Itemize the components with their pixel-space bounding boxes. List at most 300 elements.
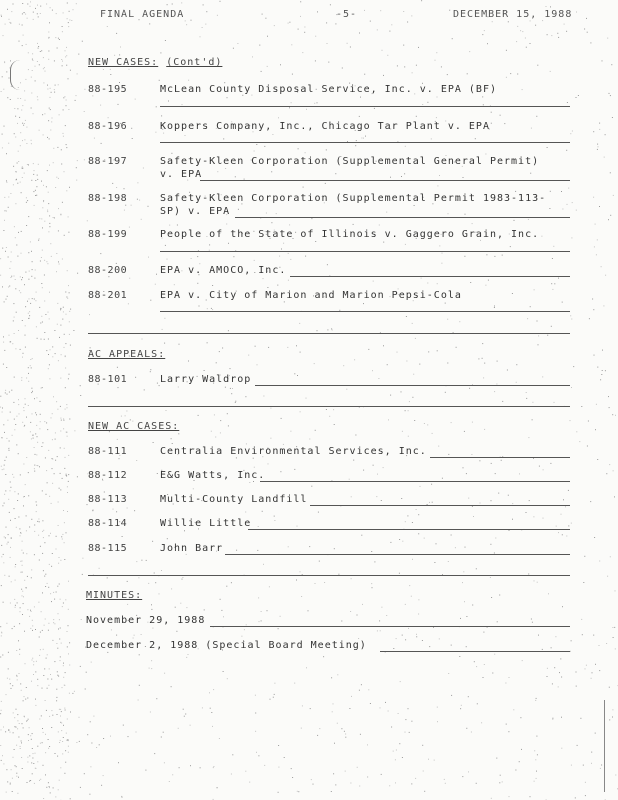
noise-speck: [76, 3, 77, 4]
noise-speck: [37, 5, 38, 6]
noise-speck: [63, 418, 64, 419]
noise-speck: [603, 305, 604, 306]
noise-speck: [32, 658, 33, 659]
noise-speck: [9, 22, 10, 23]
noise-speck: [278, 767, 279, 768]
noise-speck: [47, 211, 48, 212]
noise-speck: [587, 32, 588, 33]
noise-speck: [212, 285, 213, 286]
noise-speck: [498, 493, 499, 494]
noise-speck: [30, 365, 31, 366]
noise-speck: [537, 582, 538, 583]
noise-speck: [48, 748, 49, 749]
noise-speck: [63, 737, 64, 738]
noise-speck: [13, 166, 14, 167]
noise-speck: [601, 266, 602, 267]
noise-speck: [66, 47, 67, 48]
noise-speck: [31, 519, 32, 520]
noise-speck: [38, 46, 39, 47]
noise-speck: [56, 592, 57, 593]
noise-speck: [593, 131, 594, 132]
noise-speck: [76, 742, 77, 743]
noise-speck: [94, 138, 95, 139]
noise-speck: [17, 676, 18, 677]
noise-speck: [52, 468, 53, 469]
noise-speck: [304, 32, 305, 33]
noise-speck: [599, 645, 600, 646]
noise-speck: [223, 138, 224, 139]
noise-speck: [41, 715, 42, 716]
noise-speck: [488, 280, 489, 281]
noise-speck: [332, 330, 333, 331]
noise-speck: [19, 673, 20, 674]
noise-speck: [15, 566, 16, 567]
noise-speck: [13, 712, 14, 713]
noise-speck: [610, 556, 611, 557]
noise-speck: [305, 152, 306, 153]
noise-speck: [4, 503, 5, 504]
noise-speck: [91, 662, 92, 663]
noise-speck: [481, 722, 482, 723]
noise-speck: [615, 590, 616, 591]
noise-speck: [8, 207, 9, 208]
noise-speck: [570, 315, 571, 316]
noise-speck: [41, 218, 42, 219]
noise-speck: [536, 116, 537, 117]
noise-speck: [22, 723, 23, 724]
noise-speck: [75, 100, 76, 101]
noise-speck: [547, 676, 548, 677]
noise-speck: [552, 289, 553, 290]
noise-speck: [63, 12, 64, 13]
noise-speck: [38, 240, 39, 241]
noise-speck: [561, 717, 562, 718]
noise-speck: [69, 693, 70, 694]
noise-speck: [53, 787, 54, 788]
noise-speck: [471, 454, 472, 455]
noise-speck: [43, 732, 44, 733]
noise-speck: [558, 37, 559, 38]
noise-speck: [3, 554, 4, 555]
noise-speck: [487, 43, 488, 44]
noise-speck: [2, 505, 3, 506]
noise-speck: [116, 511, 117, 512]
noise-speck: [160, 52, 161, 53]
noise-speck: [31, 388, 32, 389]
noise-speck: [526, 392, 527, 393]
noise-speck: [612, 414, 613, 415]
case-number: 88-198: [88, 193, 128, 204]
noise-speck: [228, 330, 229, 331]
noise-speck: [383, 242, 384, 243]
noise-speck: [280, 471, 281, 472]
noise-speck: [6, 180, 7, 181]
noise-speck: [65, 356, 66, 357]
noise-speck: [21, 377, 22, 378]
noise-speck: [20, 474, 21, 475]
noise-speck: [472, 422, 473, 423]
noise-speck: [361, 684, 362, 685]
noise-speck: [20, 561, 21, 562]
noise-speck: [177, 225, 178, 226]
noise-speck: [16, 766, 17, 767]
noise-speck: [391, 727, 392, 728]
noise-speck: [367, 744, 368, 745]
noise-speck: [447, 319, 448, 320]
noise-speck: [186, 657, 187, 658]
noise-speck: [517, 74, 518, 75]
noise-speck: [32, 758, 33, 759]
noise-speck: [431, 484, 432, 485]
noise-speck: [389, 785, 390, 786]
noise-speck: [572, 131, 573, 132]
ac-appeals-heading: AC APPEALS:: [88, 349, 166, 360]
noise-speck: [552, 683, 553, 684]
noise-speck: [467, 73, 468, 74]
noise-speck: [469, 51, 470, 52]
noise-speck: [114, 55, 115, 56]
noise-speck: [6, 769, 7, 770]
noise-speck: [59, 780, 60, 781]
noise-speck: [494, 391, 495, 392]
noise-speck: [469, 388, 470, 389]
noise-speck: [298, 791, 299, 792]
noise-speck: [68, 26, 69, 27]
noise-speck: [315, 241, 316, 242]
noise-speck: [20, 535, 21, 536]
noise-speck: [49, 378, 50, 379]
noise-speck: [24, 284, 25, 285]
noise-speck: [66, 475, 67, 476]
noise-speck: [402, 431, 403, 432]
noise-speck: [44, 668, 45, 669]
noise-speck: [491, 597, 492, 598]
noise-speck: [50, 593, 51, 594]
noise-speck: [610, 172, 611, 173]
noise-speck: [11, 252, 12, 253]
noise-speck: [424, 538, 425, 539]
noise-speck: [277, 285, 278, 286]
noise-speck: [58, 789, 59, 790]
noise-speck: [32, 391, 33, 392]
noise-speck: [43, 82, 44, 83]
noise-speck: [125, 415, 126, 416]
noise-speck: [27, 576, 28, 577]
noise-speck: [45, 574, 46, 575]
noise-speck: [7, 420, 8, 421]
noise-speck: [29, 311, 30, 312]
noise-speck: [532, 402, 533, 403]
noise-speck: [38, 48, 39, 49]
noise-speck: [33, 113, 34, 114]
noise-speck: [53, 217, 54, 218]
noise-speck: [357, 767, 358, 768]
noise-speck: [1, 760, 2, 761]
noise-speck: [55, 460, 56, 461]
noise-speck: [31, 611, 32, 612]
noise-speck: [61, 420, 62, 421]
noise-speck: [18, 453, 19, 454]
noise-speck: [60, 489, 61, 490]
noise-speck: [497, 361, 498, 362]
noise-speck: [436, 117, 437, 118]
noise-speck: [17, 163, 18, 164]
noise-speck: [52, 458, 53, 459]
noise-speck: [311, 218, 312, 219]
noise-speck: [379, 620, 380, 621]
noise-speck: [397, 352, 398, 353]
noise-speck: [399, 743, 400, 744]
noise-speck: [581, 406, 582, 407]
noise-speck: [64, 96, 65, 97]
noise-speck: [24, 123, 25, 124]
noise-speck: [151, 660, 152, 661]
noise-speck: [400, 681, 401, 682]
noise-speck: [71, 20, 72, 21]
noise-speck: [10, 732, 11, 733]
noise-speck: [441, 66, 442, 67]
noise-speck: [91, 743, 92, 744]
noise-speck: [499, 782, 500, 783]
noise-speck: [26, 687, 27, 688]
noise-speck: [4, 432, 5, 433]
noise-speck: [62, 61, 63, 62]
noise-speck: [28, 367, 29, 368]
noise-speck: [258, 755, 259, 756]
noise-speck: [530, 796, 531, 797]
noise-speck: [41, 283, 42, 284]
noise-speck: [334, 424, 335, 425]
noise-speck: [566, 150, 567, 151]
noise-speck: [539, 466, 540, 467]
noise-speck: [403, 45, 404, 46]
noise-speck: [43, 185, 44, 186]
noise-speck: [40, 261, 41, 262]
noise-speck: [502, 401, 503, 402]
noise-speck: [418, 533, 419, 534]
noise-speck: [2, 408, 3, 409]
noise-speck: [62, 319, 63, 320]
noise-speck: [5, 392, 6, 393]
noise-speck: [62, 202, 63, 203]
noise-speck: [34, 447, 35, 448]
noise-speck: [64, 235, 65, 236]
noise-speck: [568, 188, 569, 189]
noise-speck: [466, 616, 467, 617]
noise-speck: [70, 345, 71, 346]
noise-speck: [45, 774, 46, 775]
noise-speck: [215, 437, 216, 438]
noise-speck: [14, 717, 15, 718]
noise-speck: [59, 742, 60, 743]
noise-speck: [23, 464, 24, 465]
noise-speck: [63, 665, 64, 666]
noise-speck: [284, 301, 285, 302]
noise-speck: [427, 102, 428, 103]
noise-speck: [84, 111, 85, 112]
noise-speck: [462, 776, 463, 777]
noise-speck: [47, 89, 48, 90]
noise-speck: [478, 358, 479, 359]
noise-speck: [50, 349, 51, 350]
noise-speck: [269, 586, 270, 587]
noise-speck: [53, 162, 54, 163]
noise-speck: [349, 479, 350, 480]
noise-speck: [183, 709, 184, 710]
noise-speck: [14, 491, 15, 492]
noise-speck: [507, 370, 508, 371]
noise-speck: [54, 89, 55, 90]
noise-speck: [48, 587, 49, 588]
noise-speck: [58, 731, 59, 732]
noise-speck: [2, 412, 3, 413]
noise-speck: [365, 136, 366, 137]
noise-speck: [55, 439, 56, 440]
noise-speck: [31, 140, 32, 141]
noise-speck: [592, 672, 593, 673]
noise-speck: [370, 21, 371, 22]
noise-speck: [374, 561, 375, 562]
noise-speck: [52, 346, 53, 347]
noise-speck: [464, 256, 465, 257]
noise-speck: [156, 274, 157, 275]
noise-speck: [258, 597, 259, 598]
noise-speck: [294, 373, 295, 374]
noise-speck: [89, 314, 90, 315]
noise-speck: [38, 535, 39, 536]
noise-speck: [1, 632, 2, 633]
noise-speck: [558, 686, 559, 687]
noise-speck: [480, 503, 481, 504]
noise-speck: [36, 292, 37, 293]
noise-speck: [18, 330, 19, 331]
noise-speck: [69, 187, 70, 188]
noise-speck: [56, 271, 57, 272]
noise-speck: [164, 343, 165, 344]
noise-speck: [65, 409, 66, 410]
noise-speck: [335, 173, 336, 174]
noise-speck: [8, 499, 9, 500]
noise-speck: [45, 700, 46, 701]
noise-speck: [263, 278, 264, 279]
noise-speck: [463, 177, 464, 178]
noise-speck: [127, 581, 128, 582]
noise-speck: [437, 97, 438, 98]
noise-speck: [526, 398, 527, 399]
noise-speck: [512, 519, 513, 520]
noise-speck: [583, 765, 584, 766]
noise-speck: [60, 722, 61, 723]
noise-speck: [66, 740, 67, 741]
noise-speck: [23, 553, 24, 554]
noise-speck: [29, 727, 30, 728]
noise-speck: [593, 309, 594, 310]
noise-speck: [54, 92, 55, 93]
noise-speck: [18, 517, 19, 518]
noise-speck: [31, 143, 32, 144]
noise-speck: [334, 743, 335, 744]
noise-speck: [31, 577, 32, 578]
noise-speck: [68, 22, 69, 23]
noise-speck: [4, 350, 5, 351]
noise-speck: [46, 4, 47, 5]
noise-speck: [274, 520, 275, 521]
noise-speck: [585, 668, 586, 669]
noise-speck: [207, 308, 208, 309]
noise-speck: [557, 33, 558, 34]
noise-speck: [14, 276, 15, 277]
noise-speck: [226, 224, 227, 225]
noise-speck: [22, 768, 23, 769]
noise-speck: [171, 438, 172, 439]
noise-speck: [32, 59, 33, 60]
noise-speck: [35, 190, 36, 191]
noise-speck: [605, 134, 606, 135]
noise-speck: [70, 712, 71, 713]
noise-speck: [43, 68, 44, 69]
noise-speck: [405, 146, 406, 147]
noise-speck: [464, 601, 465, 602]
noise-speck: [47, 429, 48, 430]
noise-speck: [56, 401, 57, 402]
noise-speck: [482, 358, 483, 359]
signature-line: [200, 180, 570, 181]
noise-speck: [595, 664, 596, 665]
noise-speck: [150, 371, 151, 372]
noise-speck: [494, 306, 495, 307]
noise-speck: [565, 506, 566, 507]
noise-speck: [154, 753, 155, 754]
noise-speck: [9, 450, 10, 451]
noise-speck: [25, 335, 26, 336]
case-number: 88-115: [88, 543, 128, 554]
noise-speck: [405, 639, 406, 640]
noise-speck: [50, 88, 51, 89]
noise-speck: [49, 787, 50, 788]
noise-speck: [185, 714, 186, 715]
noise-speck: [40, 323, 41, 324]
noise-speck: [50, 7, 51, 8]
noise-speck: [67, 3, 68, 4]
noise-speck: [20, 182, 21, 183]
noise-speck: [361, 138, 362, 139]
noise-speck: [27, 762, 28, 763]
noise-speck: [355, 435, 356, 436]
case-title: EPA v. AMOCO, Inc.: [160, 265, 287, 276]
noise-speck: [576, 210, 577, 211]
noise-speck: [552, 719, 553, 720]
noise-speck: [16, 312, 17, 313]
noise-speck: [538, 344, 539, 345]
noise-speck: [127, 604, 128, 605]
noise-speck: [232, 388, 233, 389]
noise-speck: [220, 420, 221, 421]
noise-speck: [428, 759, 429, 760]
noise-speck: [59, 557, 60, 558]
noise-speck: [586, 18, 587, 19]
noise-speck: [31, 180, 32, 181]
noise-speck: [65, 343, 66, 344]
noise-speck: [31, 251, 32, 252]
noise-speck: [69, 419, 70, 420]
noise-speck: [9, 335, 10, 336]
noise-speck: [25, 272, 26, 273]
noise-speck: [267, 610, 268, 611]
noise-speck: [35, 412, 36, 413]
noise-speck: [346, 389, 347, 390]
noise-speck: [405, 410, 406, 411]
noise-speck: [18, 640, 19, 641]
